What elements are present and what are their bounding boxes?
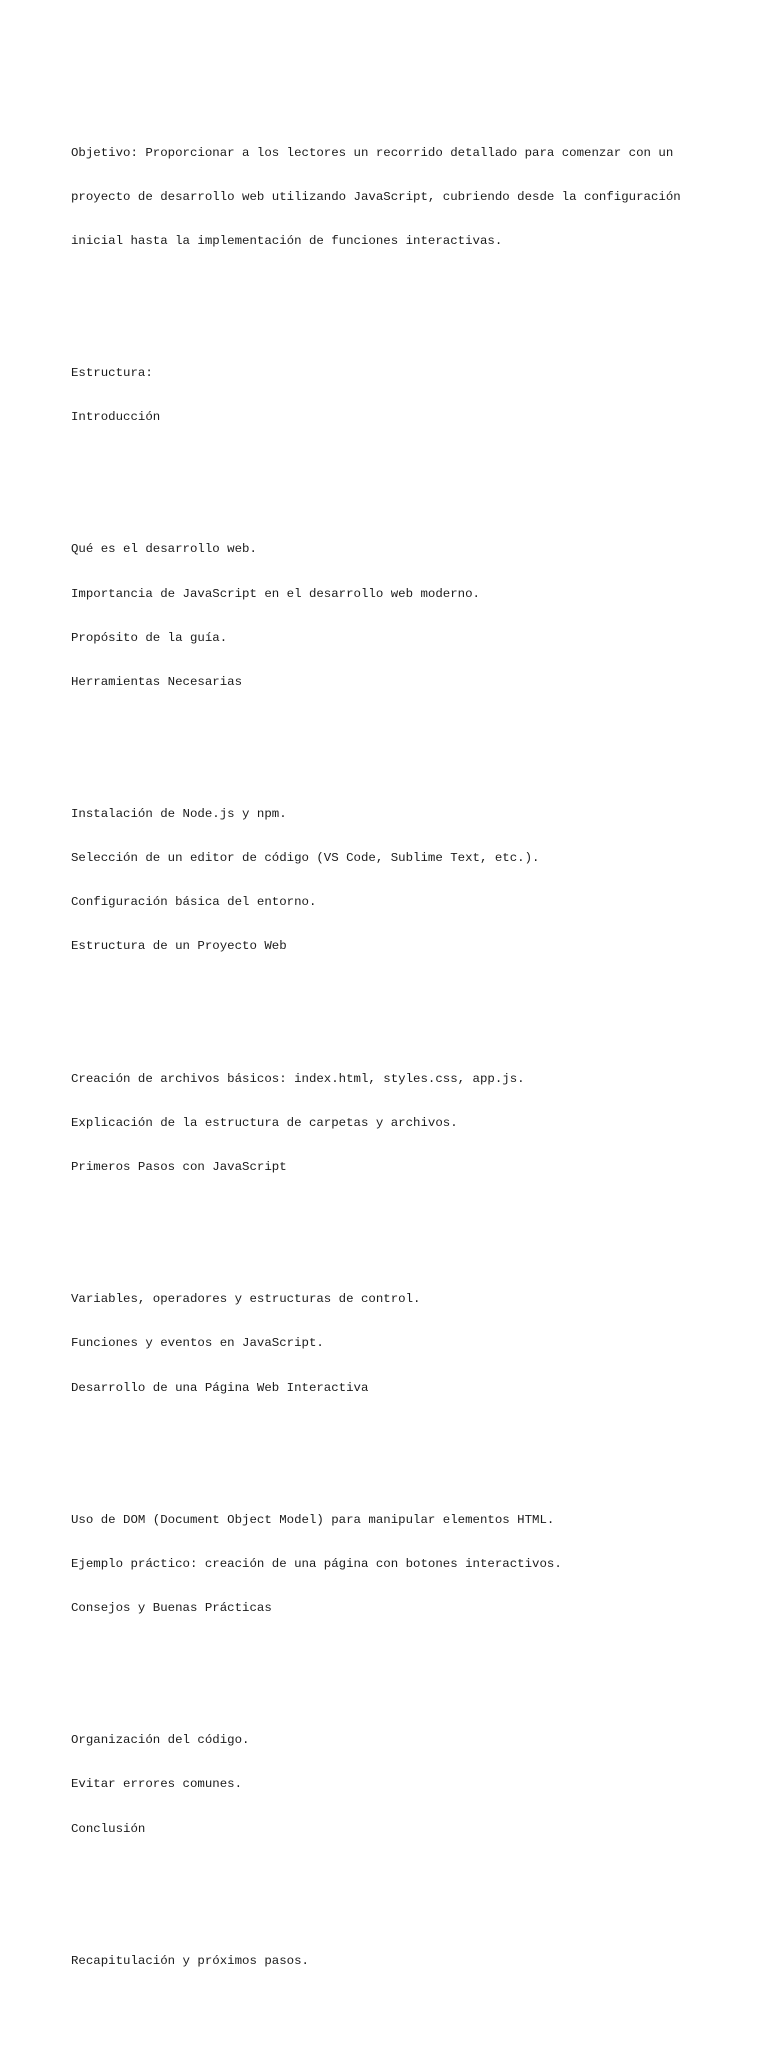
- list-item: Recapitulación y próximos pasos.: [71, 1953, 309, 1968]
- list-item: Creación de archivos básicos: index.html, styles.css, app.js.: [71, 1071, 525, 1086]
- section-introduccion-items: [71, 513, 708, 719]
- section-pagina-interactiva-items: [71, 1483, 708, 1645]
- list-item: Funciones y eventos en JavaScript.: [71, 1336, 324, 1351]
- section-heading-introduccion: Introducción: [71, 410, 161, 425]
- list-item: Uso de DOM (Document Object Model) para manipular elementos HTML.: [71, 1512, 555, 1527]
- structure-heading-block: [71, 337, 708, 455]
- section-heading-estructura-proyecto: Estructura de un Proyecto Web: [71, 939, 287, 954]
- objective-line: Objetivo: Proporcionar a los lectores un recorrido detallado para comenzar con un: [71, 145, 674, 160]
- list-item: Instalación de Node.js y npm.: [71, 807, 287, 822]
- list-item: Explicación de la estructura de carpetas y archivos.: [71, 1115, 458, 1130]
- structure-label: Estructura:: [71, 366, 153, 381]
- list-item: Propósito de la guía.: [71, 630, 228, 645]
- list-item: Organización del código.: [71, 1733, 250, 1748]
- list-item: Qué es el desarrollo web.: [71, 542, 257, 557]
- list-item: Ejemplo práctico: creación de una página con botones interactivos.: [71, 1556, 562, 1571]
- section-heading-primeros-pasos: Primeros Pasos con JavaScript: [71, 1159, 287, 1174]
- list-item: Variables, operadores y estructuras de control.: [71, 1292, 421, 1307]
- section-herramientas-items: [71, 778, 708, 984]
- document-body: [71, 72, 708, 2057]
- objective-paragraph: [71, 116, 708, 278]
- section-heading-pagina-interactiva: Desarrollo de una Página Web Interactiva: [71, 1380, 369, 1395]
- list-item: Configuración básica del entorno.: [71, 895, 317, 910]
- section-heading-conclusion: Conclusión: [71, 1821, 146, 1836]
- section-heading-consejos: Consejos y Buenas Prácticas: [71, 1601, 272, 1616]
- objective-line: inicial hasta la implementación de funciones interactivas.: [71, 233, 503, 248]
- section-conclusion-items: [71, 1924, 708, 1998]
- section-estructura-items: [71, 1042, 708, 1204]
- section-consejos-items: [71, 1704, 708, 1866]
- section-heading-herramientas: Herramientas Necesarias: [71, 674, 243, 689]
- list-item: Evitar errores comunes.: [71, 1777, 243, 1792]
- list-item: Importancia de JavaScript en el desarrollo web moderno.: [71, 586, 480, 601]
- list-item: Selección de un editor de código (VS Code, Sublime Text, etc.).: [71, 851, 540, 866]
- section-primeros-pasos-items: [71, 1263, 708, 1425]
- objective-line: proyecto de desarrollo web utilizando JavaScript, cubriendo desde la configuración: [71, 189, 681, 204]
